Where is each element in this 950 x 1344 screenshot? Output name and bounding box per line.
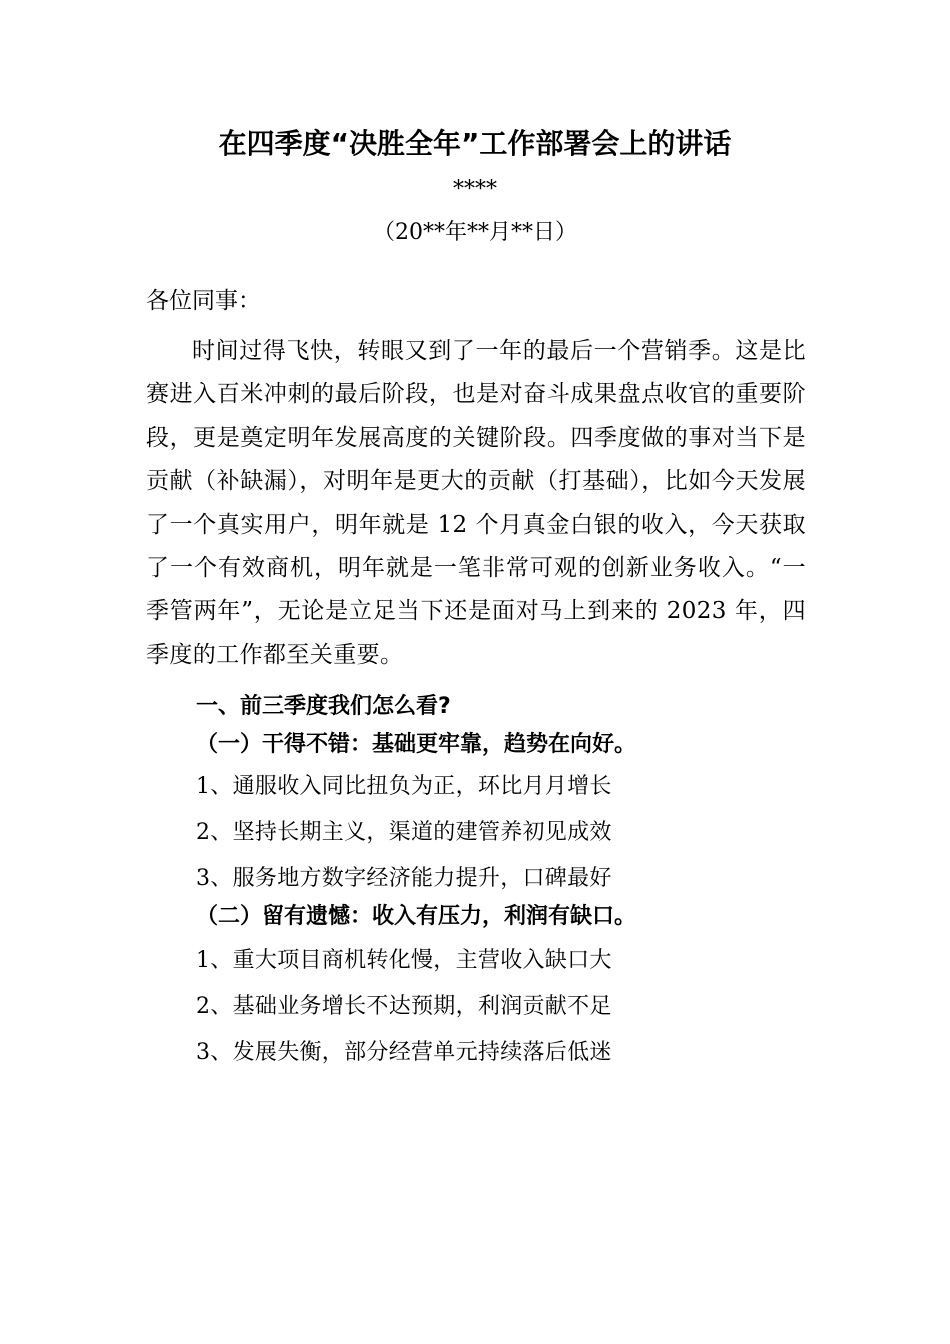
list-item: 2、坚持长期主义，渠道的建管养初见成效 xyxy=(196,820,612,845)
list-item: 3、发展失衡，部分经营单元持续落后低迷 xyxy=(196,1040,612,1065)
intro-paragraph: 时间过得飞快，转眼又到了一年的最后一个营销季。这是比赛进入百米冲刺的最后阶段，也是对奋斗成果盘点收官的重要阶段，更是奠定明年发展高度的关键阶段。四季度做的事对当下是贡献（补缺漏），对明年是更大的贡献（打基础），比如今天发展了一个真实用户，明年就是 12 个月真金白银的收入，今天获取了一个有效商机，明年就是一笔非常可观的创新业务收入。“一季管两年”，无论是立足当下还是面对马上到来的 2023 年，四季度的工作都至关重要。 xyxy=(146,338,806,668)
subsection-1-heading: （一）干得不错：基础更牢靠，趋势在向好。 xyxy=(196,732,637,757)
document-author: **** xyxy=(453,177,497,202)
salutation: 各位同事： xyxy=(146,288,261,314)
list-item: 1、通服收入同比扭负为正，环比月月增长 xyxy=(196,774,612,799)
subsection-2-heading: （二）留有遗憾：收入有压力，利润有缺口。 xyxy=(196,904,637,929)
list-item: 1、重大项目商机转化慢，主营收入缺口大 xyxy=(196,948,612,973)
list-item: 3、服务地方数字经济能力提升，口碑最好 xyxy=(196,866,612,891)
section-1-heading: 一、前三季度我们怎么看? xyxy=(196,694,451,719)
list-item: 2、基础业务增长不达预期，利润贡献不足 xyxy=(196,994,612,1019)
document-date: （20**年**月**日） xyxy=(373,220,577,245)
document-title: 在四季度“决胜全年”工作部署会上的讲话 xyxy=(218,127,732,160)
